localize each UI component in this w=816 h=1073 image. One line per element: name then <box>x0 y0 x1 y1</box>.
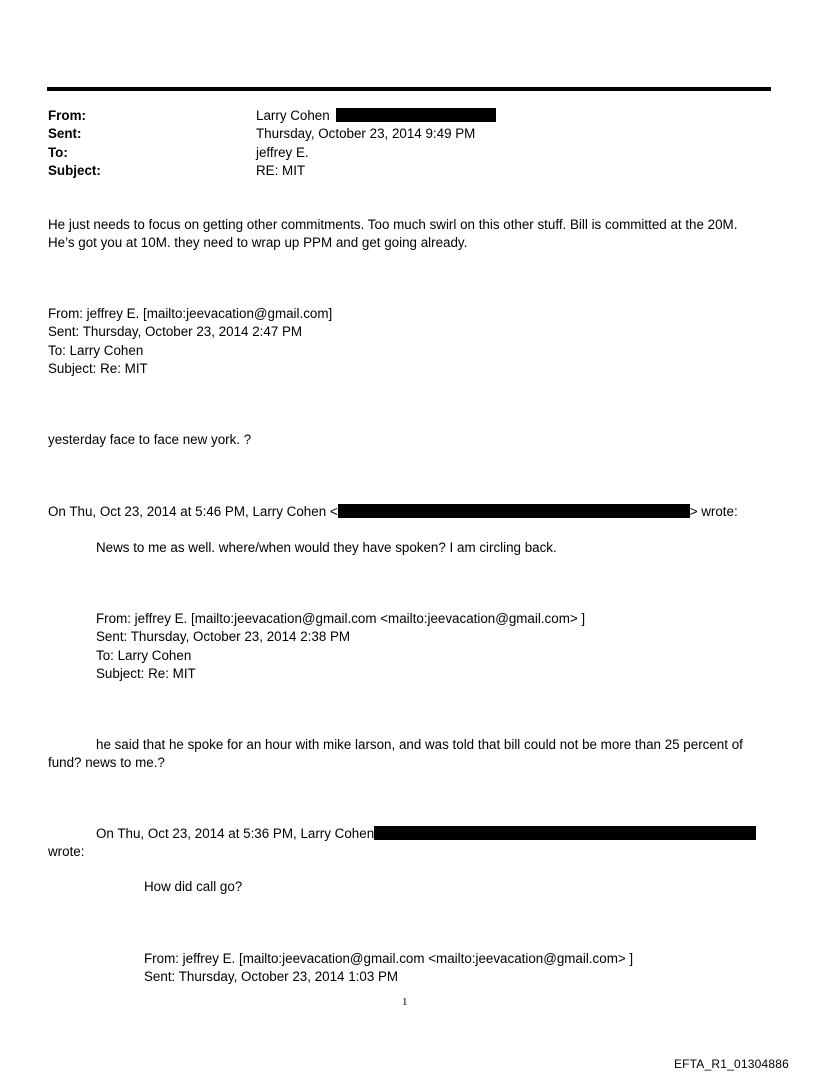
quoted2-message-line-1: he said that he spoke for an hour with mike larson, and was told that bill could not be more than 25 percent of <box>96 737 743 752</box>
quoted2-to: To: Larry Cohen <box>96 648 192 663</box>
body-line-2: He’s got you at 10M. they need to wrap up PPM and get going already. <box>48 235 468 250</box>
attribution-1 <box>48 503 738 521</box>
redaction-bar <box>338 504 690 518</box>
reply2-message: How did call go? <box>144 879 243 894</box>
quoted1-from: From: jeffrey E. [mailto:jeevacation@gmail.com] <box>48 306 333 321</box>
quoted1-subject: Subject: Re: MIT <box>48 361 148 376</box>
subject-value: RE: MIT <box>256 163 306 178</box>
quoted2-subject: Subject: Re: MIT <box>96 666 196 681</box>
attribution-2-prefix: On Thu, Oct 23, 2014 at 5:36 PM, Larry Cohen <box>96 826 375 841</box>
to-label: To: <box>48 145 68 160</box>
sent-value: Thursday, October 23, 2014 9:49 PM <box>256 126 476 141</box>
attribution-1-suffix: > wrote: <box>689 504 738 519</box>
document-id-footer: EFTA_R1_01304886 <box>673 1057 789 1071</box>
quoted2-from: From: jeffrey E. [mailto:jeevacation@gmail.com <mailto:jeevacation@gmail.com> ] <box>96 611 586 626</box>
redaction-bar <box>374 826 756 840</box>
sent-label: Sent: <box>48 126 82 141</box>
page-number: 1 <box>402 996 408 1008</box>
attribution-2-wrote: wrote: <box>48 844 85 859</box>
from-value <box>256 107 496 125</box>
quoted2-sent: Sent: Thursday, October 23, 2014 2:38 PM <box>96 629 351 644</box>
body-line-1: He just needs to focus on getting other commitments. Too much swirl on this other stuff. Bill is committed at the 20M. <box>48 217 738 232</box>
from-name: Larry Cohen <box>256 108 330 123</box>
subject-label: Subject: <box>48 163 101 178</box>
quoted1-message: yesterday face to face new york. ? <box>48 432 252 447</box>
quoted2-message-line-2: fund? news to me.? <box>48 755 165 770</box>
to-value: jeffrey E. <box>256 145 309 160</box>
quoted1-to: To: Larry Cohen <box>48 343 144 358</box>
attribution-1-prefix: On Thu, Oct 23, 2014 at 5:46 PM, Larry Cohen < <box>48 504 338 519</box>
quoted3-from: From: jeffrey E. [mailto:jeevacation@gmail.com <mailto:jeevacation@gmail.com> ] <box>144 951 634 966</box>
from-label: From: <box>48 108 86 123</box>
reply1-message: News to me as well. where/when would they have spoken? I am circling back. <box>96 540 557 555</box>
attribution-2 <box>96 825 756 843</box>
quoted1-sent: Sent: Thursday, October 23, 2014 2:47 PM <box>48 324 303 339</box>
redaction-bar <box>336 108 496 122</box>
header-rule <box>47 87 771 91</box>
quoted3-sent: Sent: Thursday, October 23, 2014 1:03 PM <box>144 969 399 984</box>
